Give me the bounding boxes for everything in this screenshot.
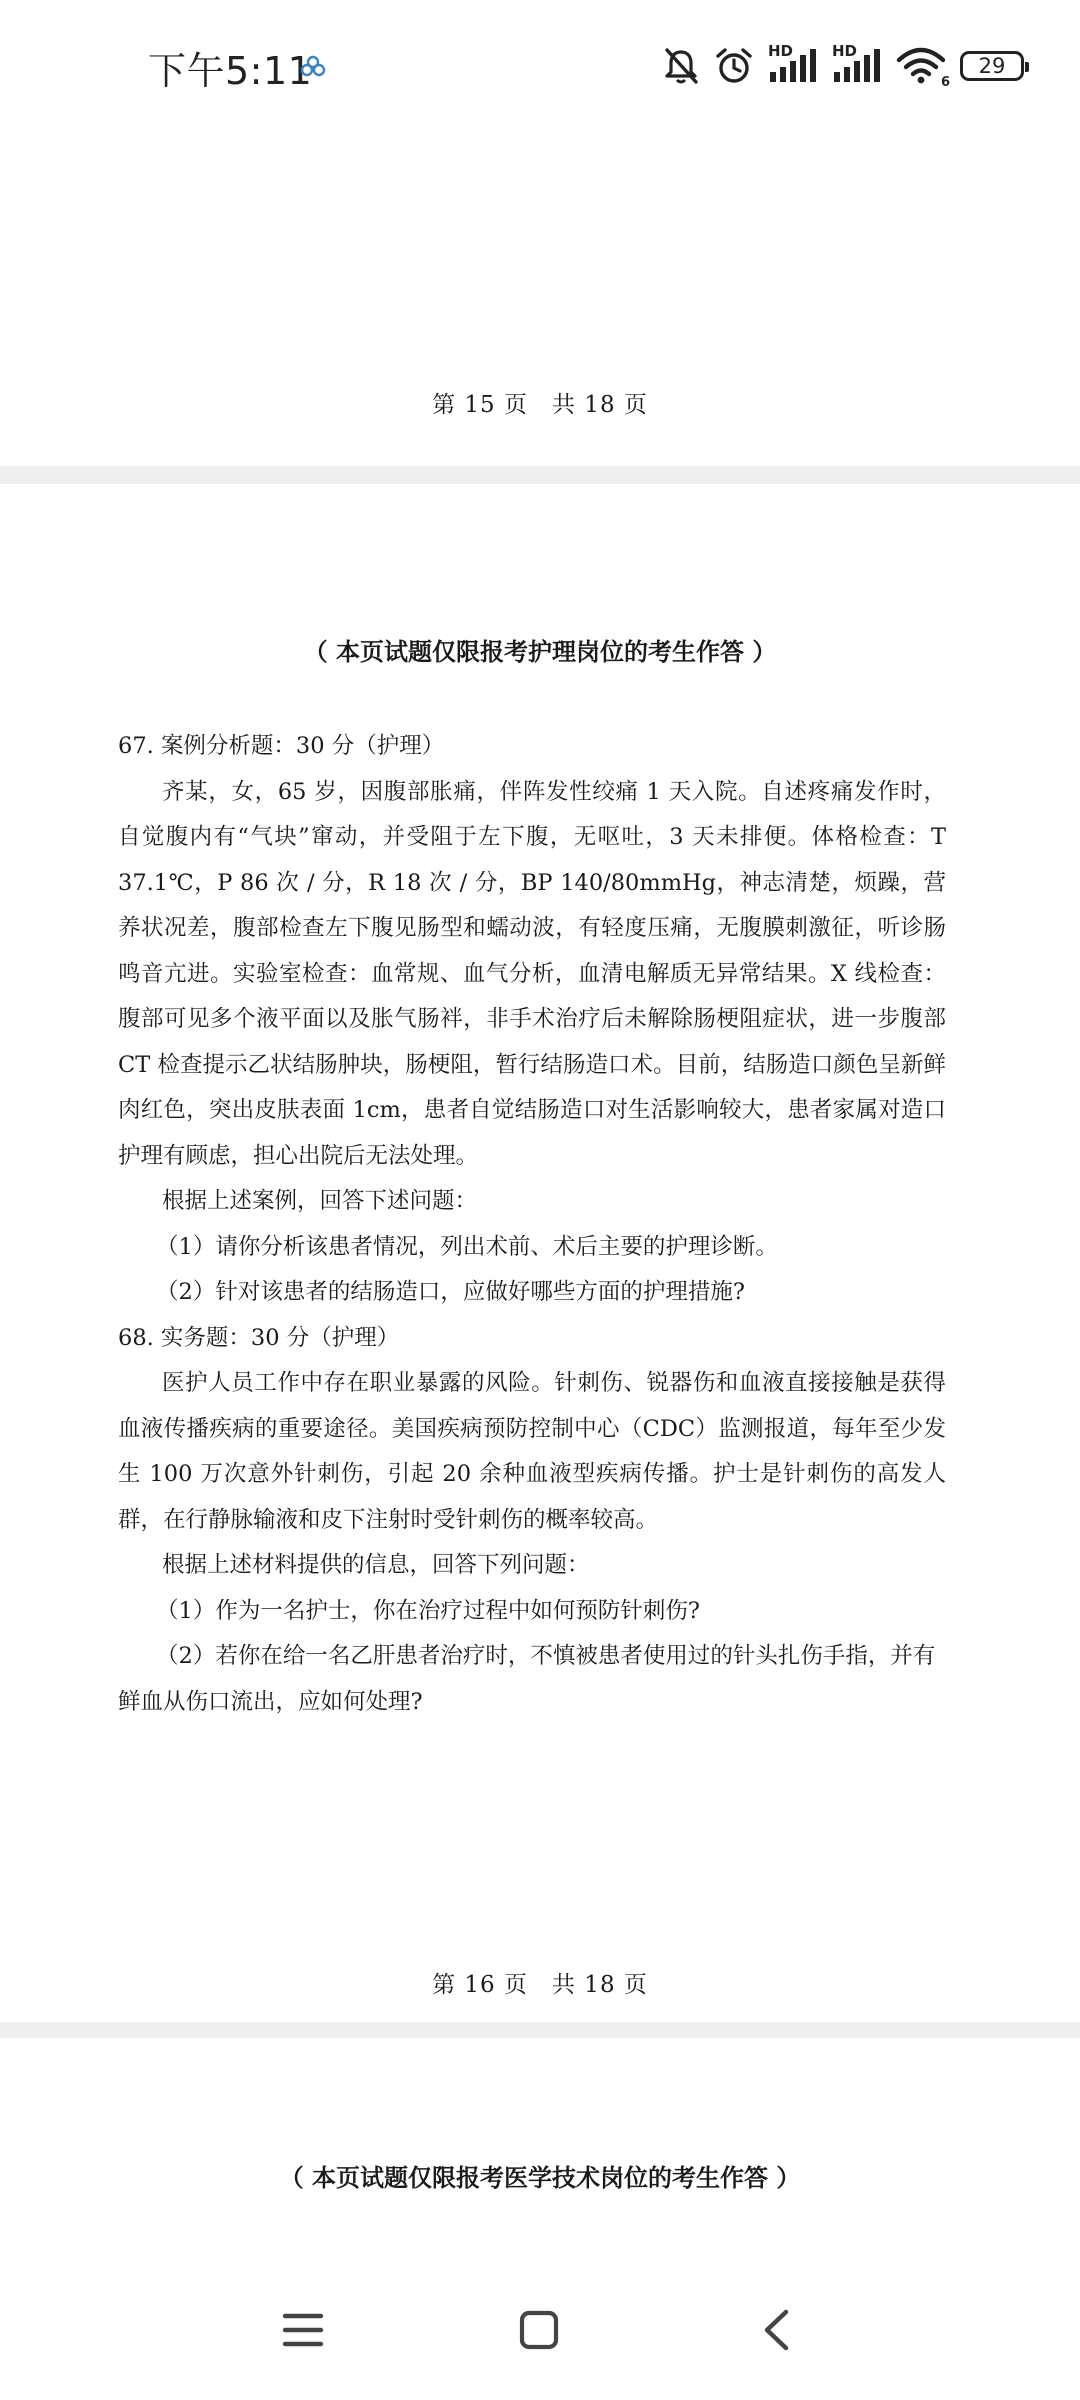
question-68-sub-2: （2）若你在给一名乙肝患者治疗时，不慎被患者使用过的针头扎伤手指，并有鲜血从伤口流出，应如何处理? [118, 1643, 936, 1715]
page-separator [0, 466, 1080, 484]
recent-apps-button[interactable] [267, 2294, 339, 2366]
page-notice: （ 本页试题仅限报考医学技术岗位的考生作答 ） [279, 2164, 801, 2192]
battery-level: 29 [978, 54, 1006, 78]
wifi-label: 6 [940, 75, 950, 90]
question-67-sub-2: （2）针对该患者的结肠造口，应做好哪些方面的护理措施? [156, 1279, 745, 1305]
back-button[interactable] [740, 2294, 812, 2366]
home-icon [519, 2310, 559, 2350]
page-footer: 第 15 页 共 18 页 [432, 392, 648, 418]
question-68-title: 68. 实务题：30 分（护理） [118, 1324, 400, 1351]
question-68-material: 医护人员工作中存在职业暴露的风险。针刺伤、锐器伤和血液直接接触是获得血液传播疾病的重要途径。美国疾病预防控制中心（CDC）监测报道，每年至少发生 100 万次意外针刺伤，引起 20 余种血液型疾病传播。护士是针刺伤的高发人群，在行静脉输液和皮下注射时受针刺伤的概率较高。 [118, 1370, 946, 1533]
signal-strength-icon [832, 46, 882, 86]
page-footer: 第 16 页 共 18 页 [432, 1972, 648, 1998]
menu-icon [282, 2312, 324, 2348]
question-68-sub-1: （1）作为一名护士，你在治疗过程中如何预防针刺伤? [156, 1597, 700, 1624]
status-bar [0, 0, 1080, 135]
home-button[interactable] [503, 2294, 575, 2366]
question-67-title: 67. 案例分析题：30 分（护理） [118, 733, 445, 759]
mute-bell-icon [662, 46, 700, 86]
wifi [896, 46, 950, 90]
question-67-sub-1: （1）请你分析该患者情况，列出术前、术后主要的护理诊断。 [156, 1233, 778, 1260]
question-content [118, 724, 946, 1725]
status-icons [662, 44, 1024, 88]
navigation-bar [0, 2262, 1080, 2400]
page-separator [0, 2022, 1080, 2038]
signal-1-label: HD [768, 42, 794, 60]
battery-icon [960, 51, 1024, 81]
signal-1 [768, 42, 818, 86]
back-icon [761, 2309, 791, 2351]
signal-2-label: HD [832, 42, 858, 60]
question-67-case: 齐某，女，65 岁，因腹部胀痛，伴阵发性绞痛 1 天入院。自述疼痛发作时，自觉腹内有“气块”窜动，并受阻于左下腹，无呕吐，3 天未排便。体格检查：T 37.1℃，P 86 次 / 分，R 18 次 / 分，BP 140/80mmHg，神志清楚，烦躁，营养状况差，腹部检查左下腹见肠型和蠕动波，有轻度压痛，无腹膜刺激征，听诊肠鸣音亢进。实验室检查：血常规、血气分析，血清电解质无异常结果。X 线检查：腹部可见多个液平面以及胀气肠袢，非手术治疗后未解除肠梗阻症状，进一步腹部 CT 检查提示乙状结肠肿块，肠梗阻，暂行结肠造口术。目前，结肠造口颜色呈新鲜肉红色，突出皮肤表面 1cm，患者自觉结肠造口对生活影响较大，患者家属对造口护理有顾虑，担心出院后无法处理。 [118, 778, 946, 1169]
cloud-sync-icon [300, 55, 326, 77]
page-notice: （ 本页试题仅限报考护理岗位的考生作答 ） [303, 638, 777, 666]
page-16 [0, 484, 1080, 2022]
signal-strength-icon [768, 46, 818, 86]
wifi-icon [896, 46, 946, 86]
signal-2 [832, 42, 882, 86]
question-68-prompt: 根据上述材料提供的信息，回答下列问题： [162, 1552, 590, 1578]
status-time: 下午5:11 [148, 49, 313, 93]
alarm-icon [714, 46, 754, 86]
question-67-prompt: 根据上述案例，回答下述问题： [162, 1188, 478, 1214]
